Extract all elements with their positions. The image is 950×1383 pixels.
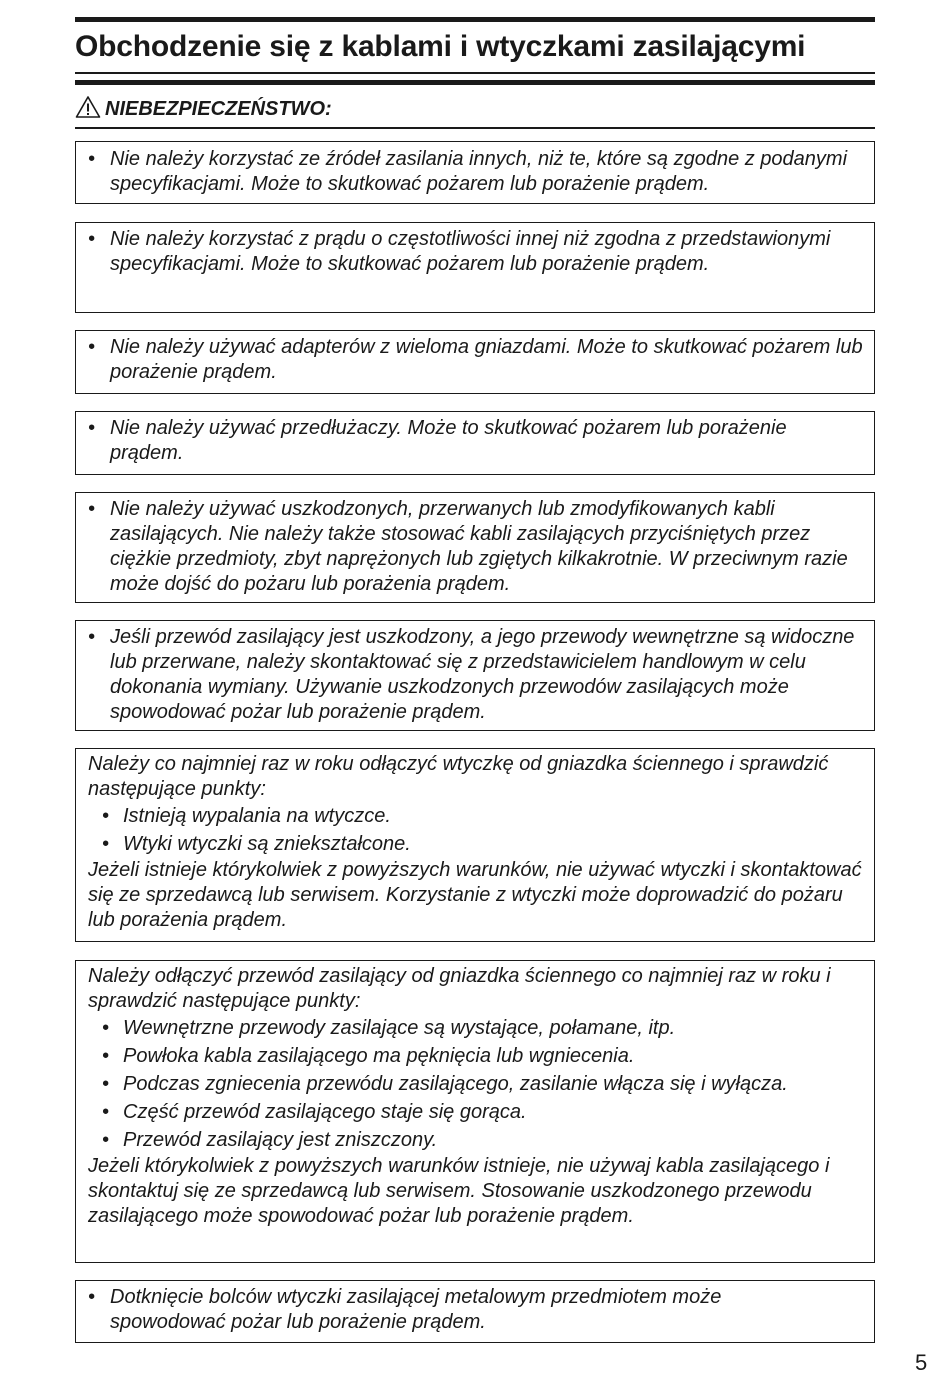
cord-check-item: • Powłoka kabla zasilającego ma pęknięcia lub wgniecenia. xyxy=(88,1042,870,1070)
cord-check-item: • Część przewód zasilającego staje się gorąca. xyxy=(88,1098,870,1126)
page-number: 5 xyxy=(915,1350,928,1375)
danger-rule xyxy=(75,127,875,129)
top-rule xyxy=(75,17,875,22)
warning-box-damaged-cables xyxy=(75,492,875,603)
warning-text: • Nie należy korzystać z prądu o częstotliwości innej niż zgodna z przedstawionymi specyfikacjami. Może to skutkować pożarem lub porażenie prądem. xyxy=(76,227,834,277)
warning-box-frequency xyxy=(75,222,875,313)
plug-check-intro: Należy co najmniej raz w roku odłączyć wtyczkę od gniazdka ściennego i sprawdzić następujące punkty: xyxy=(88,753,829,800)
plug-check-outro: Jeżeli istnieje którykolwiek z powyższych warunków, nie używać wtyczki i skontaktować się ze sprzedawcą lub serwisem. Korzystanie z wtyczki może doprowadzić do pożaru lub porażenia prądem. xyxy=(88,859,862,931)
cord-check-item: • Podczas zgniecenia przewódu zasilającego, zasilanie włącza się i wyłącza. xyxy=(88,1070,870,1098)
plug-check-box xyxy=(75,748,875,942)
page-title: Obchodzenie się z kablami i wtyczkami zasilającymi xyxy=(75,30,806,63)
warning-text: • Nie należy używać adapterów z wieloma gniazdami. Może to skutkować pożarem lub porażenie prądem. xyxy=(76,335,866,385)
warning-box-extension-cords xyxy=(75,411,875,475)
title-underline-thick xyxy=(75,80,875,85)
warning-box-metal-object xyxy=(75,1280,875,1343)
plug-check-item: • Istnieją wypalania na wtyczce. xyxy=(88,802,864,830)
warning-text: • Nie należy korzystać ze źródeł zasilania innych, niż te, które są zgodne z podanymi specyfikacjami. Może to skutkować pożarem lub porażenie prądem. xyxy=(76,147,866,197)
warning-box-damaged-cord xyxy=(75,620,875,731)
warning-text: • Jeśli przewód zasilający jest uszkodzony, a jego przewody wewnętrzne są widoczne lub przerwane, należy skontaktować się z przedstawicielem handlowym w celu dokonania wymiany. Używanie uszkodzonych przewodów zasilających może spowodować pożar lub porażenie prądem. xyxy=(76,625,866,725)
danger-heading xyxy=(75,95,332,124)
warning-text: • Nie należy używać uszkodzonych, przerwanych lub zmodyfikowanych kabli zasilających. Nie należy także stosować kabli zasilających przyciśniętych przez ciężkie przedmioty, zbyt naprężonych lub zgiętych kilkakrotnie. W przeciwnym razie może dojść do pożaru lub porażenia prądem. xyxy=(76,497,866,597)
warning-text: • Dotknięcie bolców wtyczki zasilającej metalowym przedmiotem może spowodować pożar lub porażenie prądem. xyxy=(76,1285,834,1335)
warning-box-power-source xyxy=(75,141,875,204)
warning-text: • Nie należy używać przedłużaczy. Może to skutkować pożarem lub porażenie prądem. xyxy=(76,416,794,466)
cord-check-outro: Jeżeli którykolwiek z powyższych warunków istnieje, nie używaj kabla zasilającego i skontaktuj się ze sprzedawcą lub serwisem. Stosowanie uszkodzonego przewodu zasilającego może spowodować pożar lub porażenie prądem. xyxy=(88,1155,830,1227)
title-underline xyxy=(75,72,875,74)
cord-check-item: • Wewnętrzne przewody zasilające są wystające, połamane, itp. xyxy=(88,1014,870,1042)
cord-check-intro: Należy odłączyć przewód zasilający od gniazdka ściennego co najmniej raz w roku i sprawdzić następujące punkty: xyxy=(88,965,831,1012)
warning-triangle-icon xyxy=(75,95,101,124)
danger-label: NIEBEZPIECZEŃSTWO: xyxy=(105,98,332,120)
cord-check-box xyxy=(75,960,875,1263)
plug-check-item: • Wtyki wtyczki są zniekształcone. xyxy=(88,830,864,858)
warning-box-multi-adapters xyxy=(75,330,875,394)
cord-check-item: • Przewód zasilający jest zniszczony. xyxy=(88,1126,870,1154)
